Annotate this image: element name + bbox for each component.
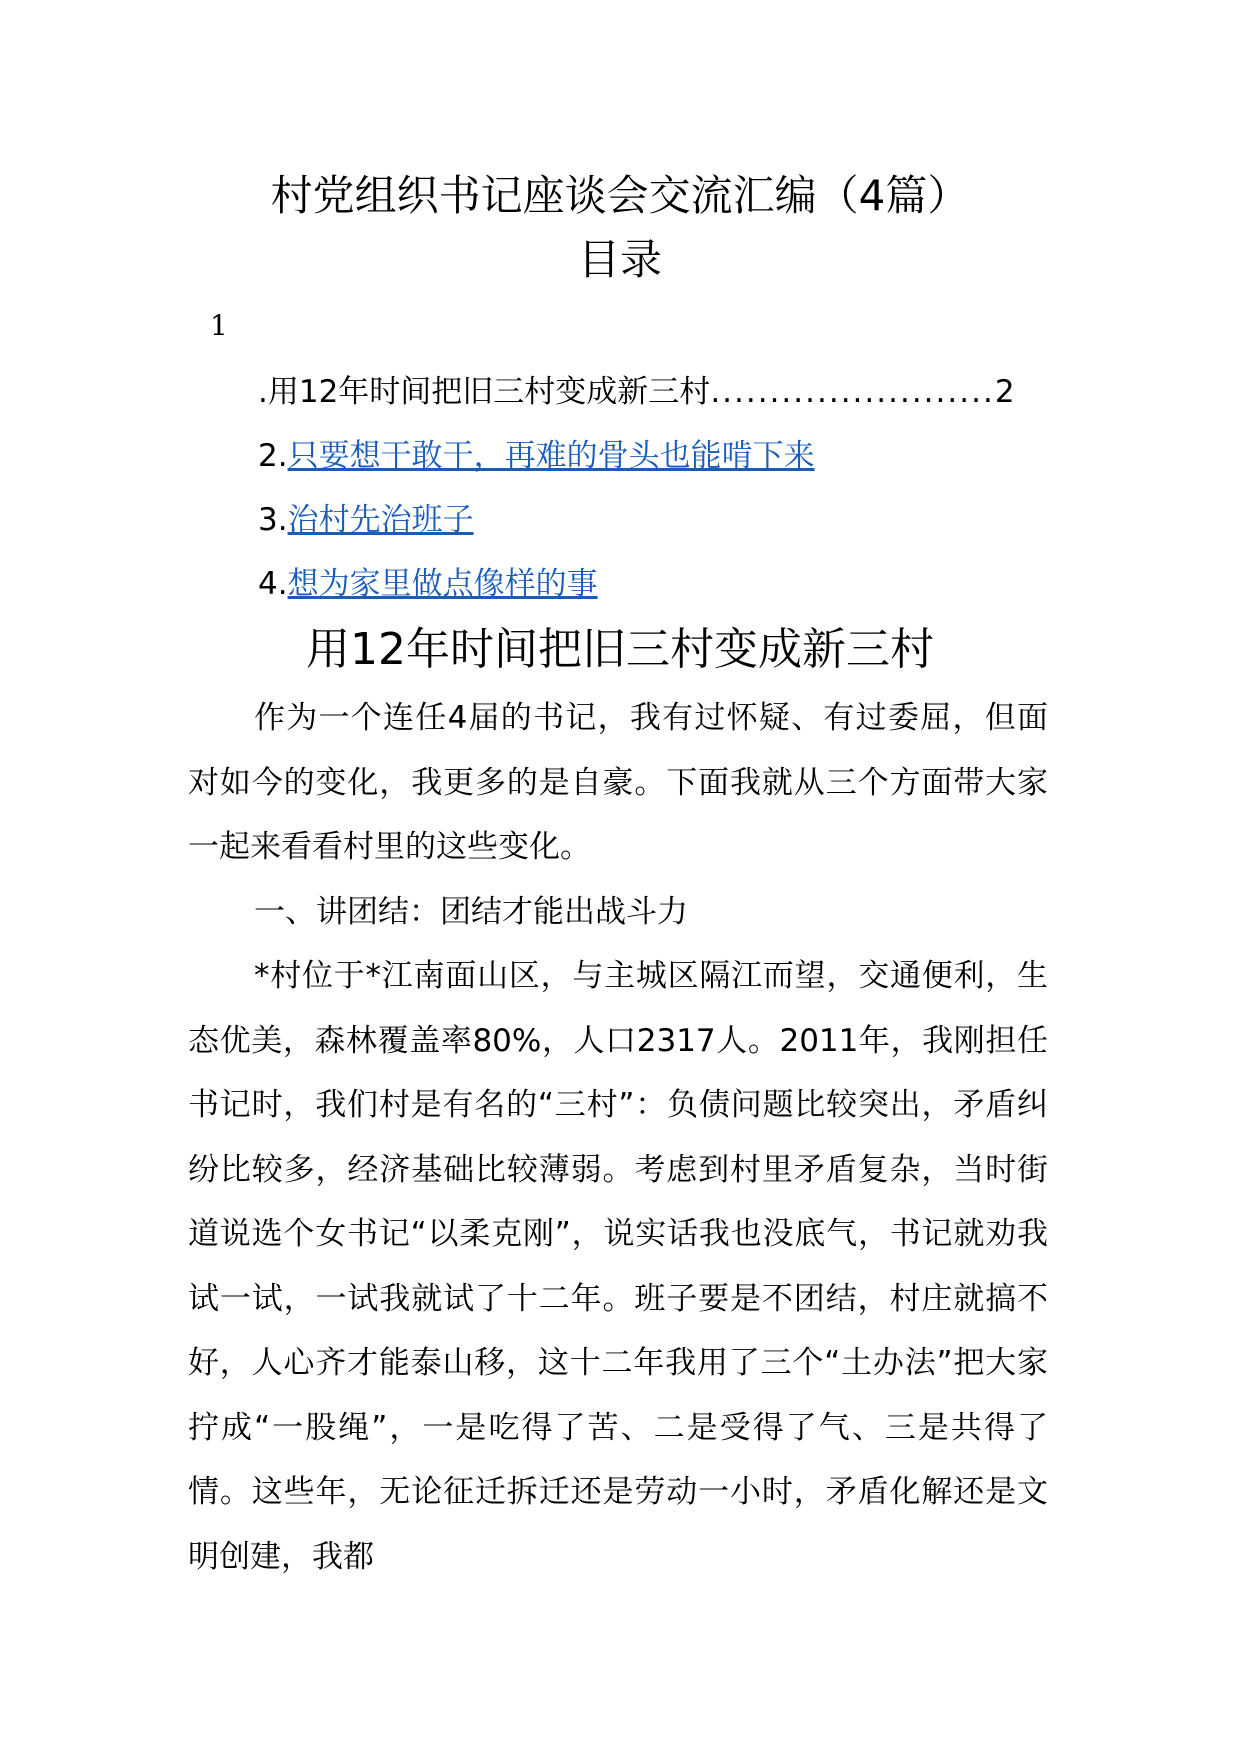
toc-item-1[interactable] — [258, 370, 1058, 434]
document-title: 村党组织书记座谈会交流汇编（4篇） — [270, 171, 970, 220]
toc-item-prefix: 4. — [258, 566, 288, 602]
table-of-contents — [258, 370, 1058, 626]
section-title: 用12年时间把旧三村变成新三村 — [306, 624, 934, 675]
toc-item-3 — [258, 498, 1058, 562]
toc-item-prefix: 3. — [258, 502, 288, 538]
toc-heading: 目录 — [577, 235, 662, 284]
toc-link-2[interactable]: 只要想干敢干，再难的骨头也能啃下来 — [287, 438, 815, 474]
toc-link-4[interactable]: 想为家里做点像样的事 — [287, 566, 598, 602]
toc-item-4 — [258, 562, 1058, 626]
toc-item-2 — [258, 434, 1058, 498]
paragraph-heading: 一、讲团结：团结才能出战斗力 — [254, 893, 688, 930]
toc-page-number: 2 — [994, 374, 1015, 410]
paragraph-intro: 作为一个连任4届的书记，我有过怀疑、有过委屈，但面对如今的变化，我更多的是自豪。下面我就从三个方面带大家一起来看看村里的这些变化。 — [188, 700, 1048, 865]
paragraph-body: *村位于*江南面山区，与主城区隔江而望，交通便利，生态优美，森林覆盖率80%，人口2317人。2011年，我刚担任书记时，我们村是有名的“三村”：负债问题比较突出，矛盾纠纷比较多，经济基础比较薄弱。考虑到村里矛盾复杂，当时街道说选个女书记“以柔克刚”，说实话我也没底气，书记就劝我试一试，一试我就试了十二年。班子要是不团结，村庄就搞不好，人心齐才能泰山移，这十二年我用了三个“土办法”把大家拧成“一股绳”，一是吃得了苦、二是受得了气、三是共得了情。这些年，无论征迁拆迁还是劳动一小时，矛盾化解还是文明创建，我都 — [188, 958, 1048, 1575]
toc-item-prefix: 2. — [258, 438, 288, 474]
section-body — [188, 686, 1048, 1589]
toc-link-3[interactable]: 治村先治班子 — [287, 502, 474, 538]
toc-leader-dots: ........................ — [710, 374, 995, 410]
toc-item-text: .用12年时间把旧三村变成新三村 — [258, 374, 711, 410]
toc-marker: 1 — [210, 309, 228, 342]
